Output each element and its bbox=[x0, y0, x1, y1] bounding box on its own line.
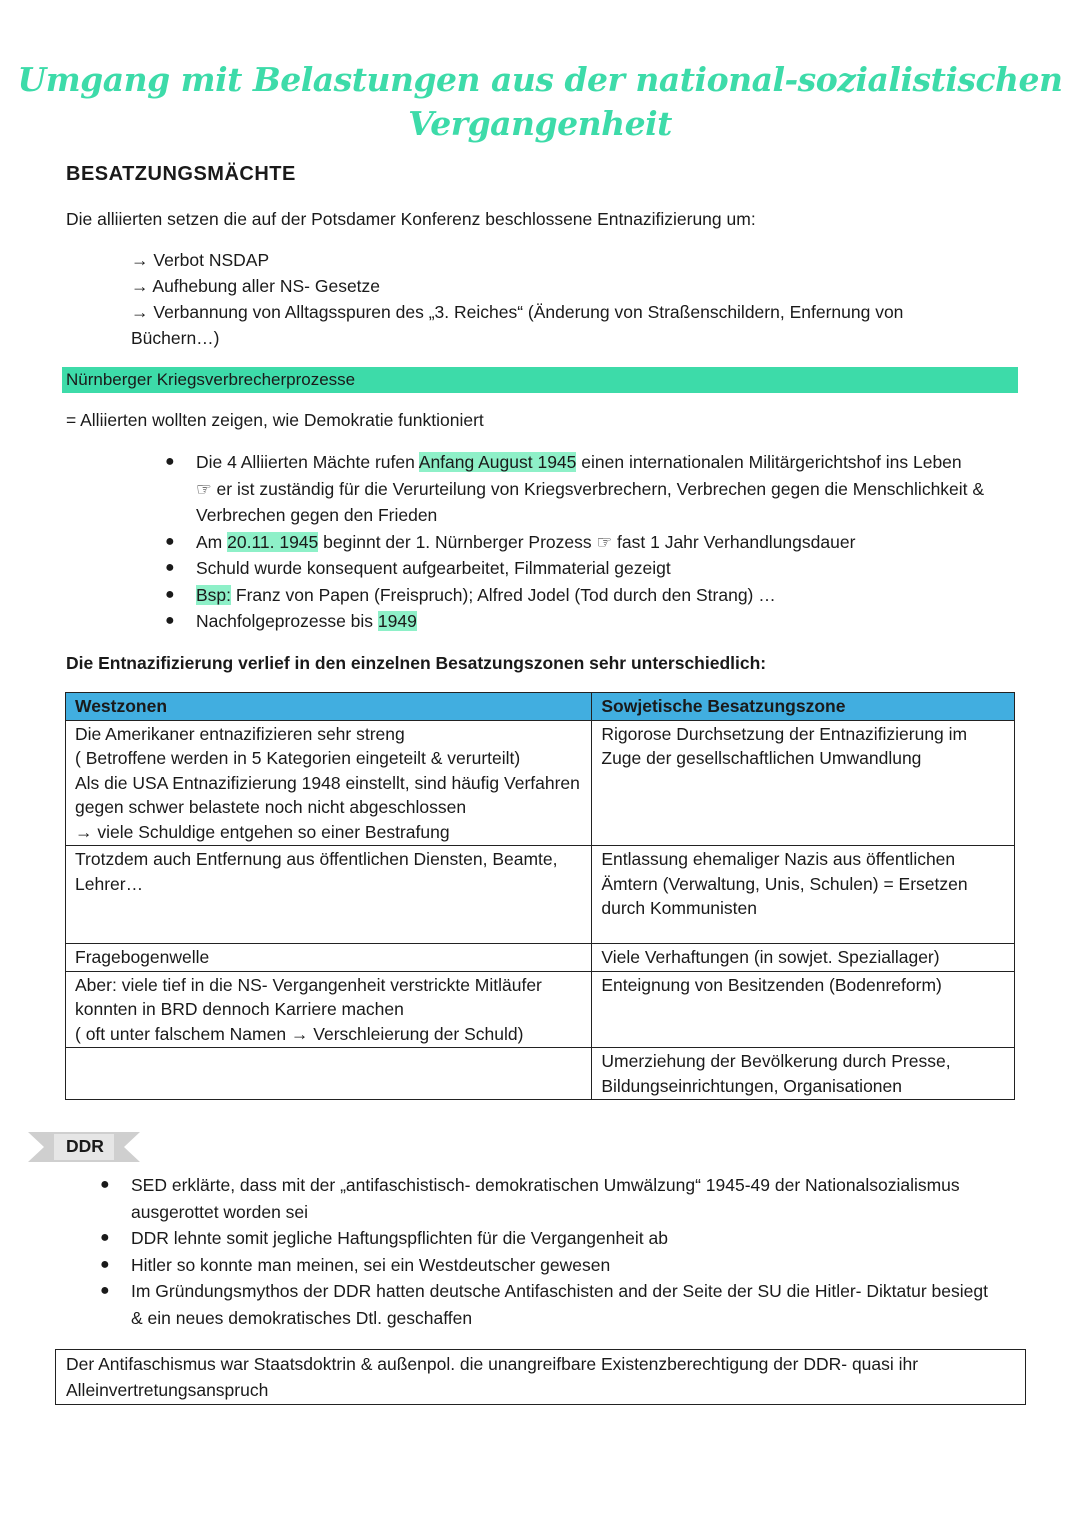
measures-list bbox=[131, 247, 991, 351]
west-cell: Fragebogenwelle bbox=[66, 944, 592, 972]
page-title bbox=[0, 58, 1080, 146]
bullet-note: ☞ er ist zuständig für die Verurteilung von Kriegsverbrechern, Verbrechen gegen die Menschlichkeit & Verbrechen gegen den Frieden bbox=[196, 478, 985, 525]
bullet-icon: ● bbox=[100, 1176, 110, 1193]
nuernberg-intro: = Alliierten wollten zeigen, wie Demokratie funktioniert bbox=[66, 410, 484, 430]
text-segment: Die 4 Alliierten Mächte rufen bbox=[196, 452, 419, 472]
ost-cell: Entlassung ehemaliger Nazis aus öffentlichen Ämtern (Verwaltung, Unis, Schulen) = Ersetzen durch Kommunisten bbox=[592, 846, 1015, 944]
ost-cell: Viele Verhaftungen (in sowjet. Speziallager) bbox=[592, 944, 1015, 972]
text-segment: Im Gründungsmythos der DDR hatten deutsche Antifaschisten and der Seite der SU die Hitler- Diktatur besiegt & ein neues demokratisches Dtl. geschaffen bbox=[131, 1281, 988, 1328]
bullet-icon: ● bbox=[165, 559, 175, 576]
west-cell bbox=[66, 1048, 592, 1100]
table-row bbox=[66, 944, 1015, 972]
column-header-westzonen: Westzonen bbox=[66, 693, 592, 721]
besatzung-intro: Die alliierten setzen die auf der Potsdamer Konferenz beschlossene Entnazifizierung um: bbox=[66, 209, 756, 229]
bullet-icon: ● bbox=[165, 585, 175, 603]
bullet-icon: ● bbox=[100, 1229, 110, 1246]
page-title-line-2: Vergangenheit bbox=[408, 104, 672, 143]
measure-item: → Verbannung von Alltagsspuren des „3. Reiches“ (Änderung von Straßenschildern, Enfernung von Büchern…) bbox=[131, 302, 904, 348]
text-segment: Hitler so konnte man meinen, sei ein Westdeutscher gewesen bbox=[131, 1254, 611, 1275]
list-item bbox=[165, 555, 1025, 582]
bullet-icon: ● bbox=[165, 612, 175, 629]
nuernberg-heading-bar: Nürnberger Kriegsverbrecherprozesse bbox=[62, 367, 1018, 393]
text-segment: Am bbox=[196, 531, 228, 552]
measure-item: → Verbot NSDAP bbox=[131, 250, 270, 270]
list-item bbox=[165, 529, 1025, 556]
bullet-icon: ● bbox=[100, 1255, 110, 1273]
highlighted-date: 1949 bbox=[377, 611, 417, 631]
bullet-icon: ● bbox=[100, 1282, 110, 1299]
ost-cell: Enteignung von Besitzenden (Bodenreform) bbox=[592, 971, 1015, 1048]
west-cell bbox=[66, 971, 592, 1048]
cell-line: ( Betroffene werden in 5 Kategorien eingeteilt & verurteilt) bbox=[75, 748, 521, 768]
section-heading-besatzungsmaechte: BESATZUNGSMÄCHTE bbox=[66, 163, 296, 185]
list-item bbox=[100, 1225, 1000, 1252]
bullet-icon: ● bbox=[165, 532, 175, 550]
list-item bbox=[165, 582, 1025, 609]
table-row bbox=[66, 846, 1015, 944]
list-item bbox=[100, 1252, 1000, 1279]
cell-line: ( oft unter falschem Namen → Verschleierung der Schuld) bbox=[75, 1023, 524, 1044]
zones-comparison-table bbox=[65, 692, 1015, 1100]
text-segment: einen internationalen Militärgerichtshof ins Leben bbox=[576, 452, 962, 472]
ost-cell: Umerziehung der Bevölkerung durch Presse, Bildungseinrichtungen, Organisationen bbox=[592, 1048, 1015, 1100]
bullet-icon: ● bbox=[165, 453, 175, 470]
highlighted-date: 20.11. 1945 bbox=[227, 531, 319, 552]
table-row bbox=[66, 971, 1015, 1048]
text-segment: Schuld wurde konsequent aufgearbeitet, Filmmaterial gezeigt bbox=[196, 558, 671, 578]
entnazifizierung-heading: Die Entnazifizierung verlief in den einzelnen Besatzungszonen sehr unterschiedlich: bbox=[66, 653, 767, 673]
table-row bbox=[66, 1048, 1015, 1100]
text-segment: Franz von Papen (Freispruch); Alfred Jodel (Tod durch den Strang) … bbox=[231, 584, 776, 605]
cell-line: Aber: viele tief in die NS- Vergangenheit verstrickte Mitläufer konnten in BRD dennoch Karriere machen bbox=[75, 974, 542, 1019]
table-header-row bbox=[66, 693, 1015, 721]
page-title-line-1: Umgang mit Belastungen aus der national-sozialistischen bbox=[17, 60, 1063, 99]
cell-line: Als die USA Entnazifizierung 1948 einstellt, sind häufig Verfahren gegen schwer belastete noch nicht abgeschlossen bbox=[75, 772, 580, 817]
list-item bbox=[100, 1172, 1000, 1225]
west-cell: Trotzdem auch Entfernung aus öffentlichen Diensten, Beamte, Lehrer… bbox=[66, 846, 592, 944]
ost-cell: Rigorose Durchsetzung der Entnazifizierung im Zuge der gesellschaftlichen Umwandlung bbox=[592, 720, 1015, 846]
list-item bbox=[165, 449, 1025, 529]
list-item bbox=[165, 608, 1025, 635]
text-segment: beginnt der 1. Nürnberger Prozess ☞ fast 1 Jahr Verhandlungsdauer bbox=[318, 531, 856, 552]
ddr-bullet-list bbox=[100, 1172, 1000, 1331]
text-segment: Nachfolgeprozesse bis bbox=[196, 611, 378, 631]
cell-line: → viele Schuldige entgehen so einer Bestrafung bbox=[75, 821, 450, 842]
column-header-sowjetische-zone: Sowjetische Besatzungszone bbox=[592, 693, 1015, 721]
west-cell bbox=[66, 720, 592, 846]
conclusion-box: Der Antifaschismus war Staatsdoktrin & außenpol. die unangreifbare Existenzberechtigung der DDR- quasi ihr Alleinvertretungsanspruch bbox=[55, 1349, 1026, 1405]
measure-item: → Aufhebung aller NS- Gesetze bbox=[131, 276, 381, 296]
cell-line: Die Amerikaner entnazifizieren sehr streng bbox=[75, 723, 405, 744]
table-row bbox=[66, 720, 1015, 846]
highlighted-date: Anfang August 1945 bbox=[418, 452, 577, 472]
list-item bbox=[100, 1278, 1000, 1331]
highlighted-label: Bsp: bbox=[196, 584, 232, 605]
text-segment: SED erklärte, dass mit der „antifaschistisch- demokratischen Umwälzung“ 1945-49 der Nationalsozialismus ausgerottet worden sei bbox=[131, 1175, 960, 1222]
ddr-section-label: DDR bbox=[66, 1136, 104, 1156]
text-segment: DDR lehnte somit jegliche Haftungspflichten für die Vergangenheit ab bbox=[131, 1228, 668, 1248]
nuernberg-bullet-list bbox=[165, 449, 1025, 635]
